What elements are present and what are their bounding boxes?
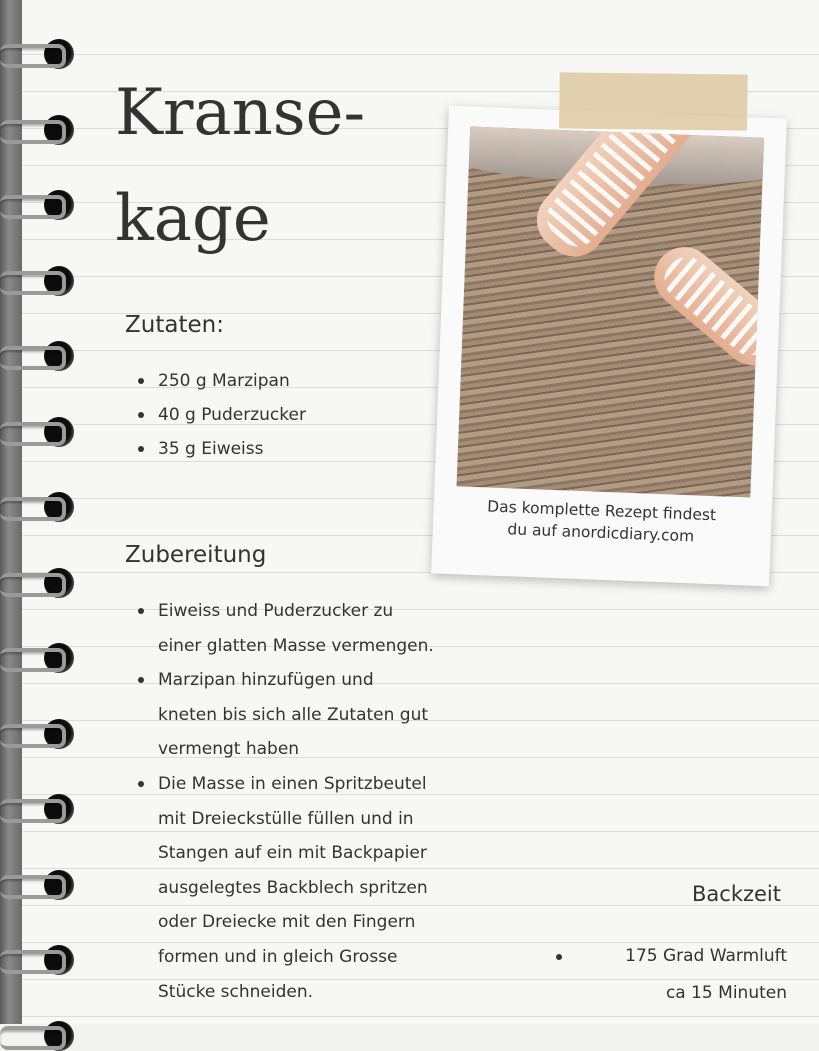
list-item	[125, 663, 434, 767]
ring-wire	[0, 875, 66, 899]
binder-ring-icon	[0, 186, 80, 220]
ring-wire	[0, 195, 66, 219]
binder-ring-icon	[0, 790, 80, 824]
step-line: formen und in gleich Grosse	[158, 946, 398, 967]
ring-wire	[0, 422, 66, 446]
ring-wire	[0, 950, 66, 974]
baking-heading: Backzeit	[692, 882, 781, 906]
ring-wire	[0, 497, 66, 521]
list-item: 250 g Marzipan	[125, 364, 306, 398]
ring-wire	[0, 1026, 66, 1050]
step-line: kneten bis sich alle Zutaten gut	[158, 704, 429, 725]
ring-wire	[0, 724, 66, 748]
title-line-1: Kranse-	[115, 76, 366, 150]
binder-ring-icon	[0, 35, 80, 69]
title-line-2: kage	[115, 182, 271, 256]
ring-wire	[0, 120, 66, 144]
preparation-heading: Zubereitung	[125, 542, 267, 568]
ring-wire	[0, 573, 66, 597]
binder-ring-icon	[0, 111, 80, 145]
ring-wire	[0, 346, 66, 370]
ring-wire	[0, 271, 66, 295]
pastry-photo	[457, 127, 765, 498]
binder-ring-icon	[0, 941, 80, 975]
list-item	[125, 767, 434, 1009]
binder-ring-icon	[0, 715, 80, 749]
step-line: Marzipan hinzufügen und	[158, 670, 374, 691]
photo-caption	[451, 494, 752, 549]
step-line: mit Dreieckstülle füllen und in	[158, 808, 414, 829]
preparation-steps	[125, 594, 434, 1009]
step-line: Stangen auf ein mit Backpapier	[158, 843, 427, 864]
baking-time: ca 15 Minuten	[665, 983, 787, 1003]
ingredients-heading: Zutaten:	[125, 312, 224, 338]
bullet-icon	[556, 954, 562, 960]
tape-strip	[559, 72, 748, 130]
binder-ring-icon	[0, 488, 80, 522]
ring-wire	[0, 799, 66, 823]
binder-ring-icon	[0, 866, 80, 900]
ring-wire	[0, 648, 66, 672]
binder-ring-icon	[0, 564, 80, 598]
binder-ring-icon	[0, 639, 80, 673]
pastry-shape	[642, 235, 764, 378]
step-line: Die Masse in einen Spritzbeutel	[158, 773, 427, 794]
step-line: oder Dreiecke mit den Fingern	[158, 912, 416, 933]
step-line: Eiweiss und Puderzucker zu	[158, 601, 394, 621]
step-line: Stücke schneiden.	[158, 981, 314, 1002]
ingredients-list	[125, 364, 306, 466]
step-line: einer glatten Masse vermengen.	[158, 635, 434, 656]
list-item	[125, 594, 434, 663]
list-item: 35 g Eiweiss	[125, 432, 306, 466]
binder-ring-icon	[0, 1017, 80, 1051]
ring-wire	[0, 44, 66, 68]
binder-ring-icon	[0, 262, 80, 296]
caption-line: Das komplette Rezept findest	[486, 497, 717, 525]
baking-temperature: 175 Grad Warmluft	[625, 946, 787, 966]
step-line: ausgelegtes Backblech spritzen	[158, 877, 428, 898]
list-item: 40 g Puderzucker	[125, 398, 306, 432]
recipe-title	[115, 60, 365, 272]
binder-ring-icon	[0, 337, 80, 371]
caption-line: du auf anordicdiary.com	[507, 520, 695, 546]
step-line: vermengt haben	[158, 739, 300, 760]
polaroid-photo-card	[431, 106, 787, 587]
binder-ring-icon	[0, 413, 80, 447]
